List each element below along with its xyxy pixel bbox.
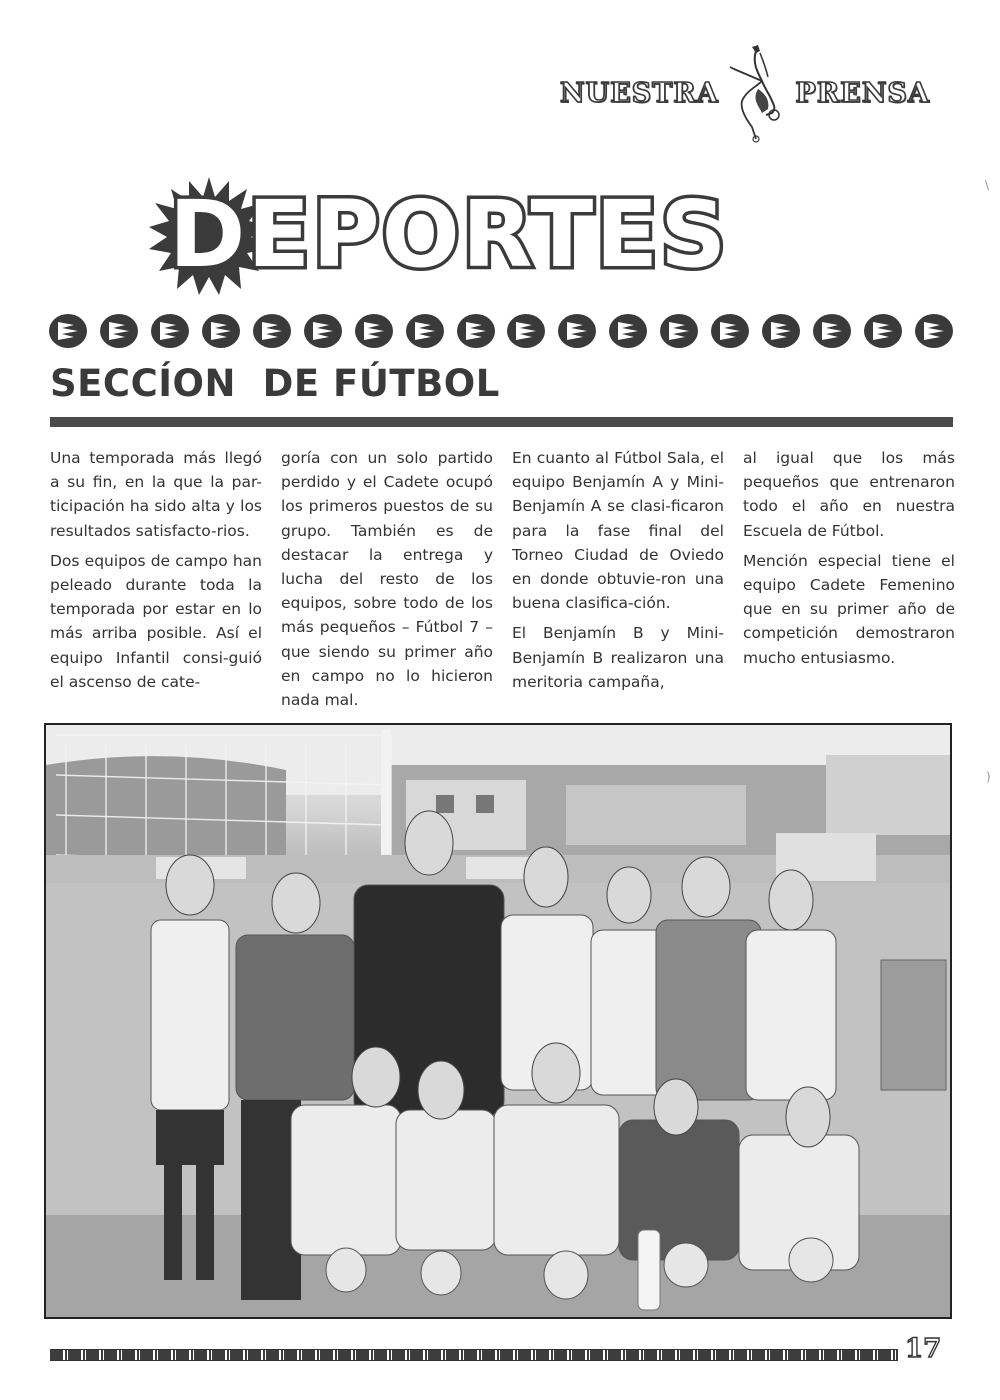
ball-icon [659,313,699,349]
ball-icon [405,313,445,349]
masthead-brand [560,48,930,138]
ball-icon [863,313,903,349]
article-column-4 [743,446,955,716]
footer-divider [50,1349,898,1361]
title-text: DEPORTES [169,181,729,288]
paragraph: al igual que los más pequeños que entrenaron todo el año en nuestra Escuela de Fútbol. [743,449,955,540]
ball-icon [48,313,88,349]
ball-icon [150,313,190,349]
section-heading: SECCÍON DE FÚTBOL [50,362,500,405]
paragraph: Una temporada más llegó a su fin, en la que la par-ticipación ha sido alta y los resultados satisfacto-rios. [50,449,262,540]
ball-icon [608,313,648,349]
page-number: 17 [905,1334,942,1364]
ball-icon [914,313,954,349]
team-photo-illustration [46,725,950,1317]
ball-icon [303,313,343,349]
paragraph: Mención especial tiene el equipo Cadete Femenino que en su primer año de competición demostraron mucho entusiasmo. [743,551,955,667]
article-column-1 [50,446,262,716]
section-divider [50,417,953,427]
ball-icon [812,313,852,349]
ball-icon [557,313,597,349]
paragraph: En cuanto al Fútbol Sala, el equipo Benjamín A y Mini-Benjamín A se clasi-ficaron para la fase final del Torneo Ciudad de Oviedo en donde obtuvie-ron una buena clasifica-ción. [512,449,724,613]
flying-figure-icon [722,43,792,143]
brand-right-word: PRENSA [795,77,930,109]
scan-speck: ) [986,770,991,784]
paragraph: goría con un solo partido perdido y el Cadete ocupó los primeros puestos de su grupo. También es de destacar la entrega y lucha del resto de los equipos, sobre todo de los más pequeños – Fútbol 7 – que siendo su primer año en campo no lo hicieron nada mal. [281,449,493,710]
ball-icon [506,313,546,349]
ball-divider [48,310,954,352]
page-title [155,181,729,288]
ball-icon [252,313,292,349]
article-column-3 [512,446,724,716]
ball-icon [99,313,139,349]
ball-icon [761,313,801,349]
scan-speck: \ [985,178,990,192]
team-photo [44,723,952,1319]
paragraph: El Benjamín B y Mini-Benjamín B realizaron una meritoria campaña, [512,624,724,691]
paragraph: Dos equipos de campo han peleado durante toda la temporada por estar en lo más arriba posible. Así el equipo Infantil consi-guió el ascenso de cate- [50,551,262,691]
ball-icon [456,313,496,349]
ball-icon [710,313,750,349]
ball-icon [201,313,241,349]
article-body [50,446,955,716]
article-column-2 [281,446,493,716]
brand-left-word: NUESTRA [560,77,719,109]
ball-icon [354,313,394,349]
